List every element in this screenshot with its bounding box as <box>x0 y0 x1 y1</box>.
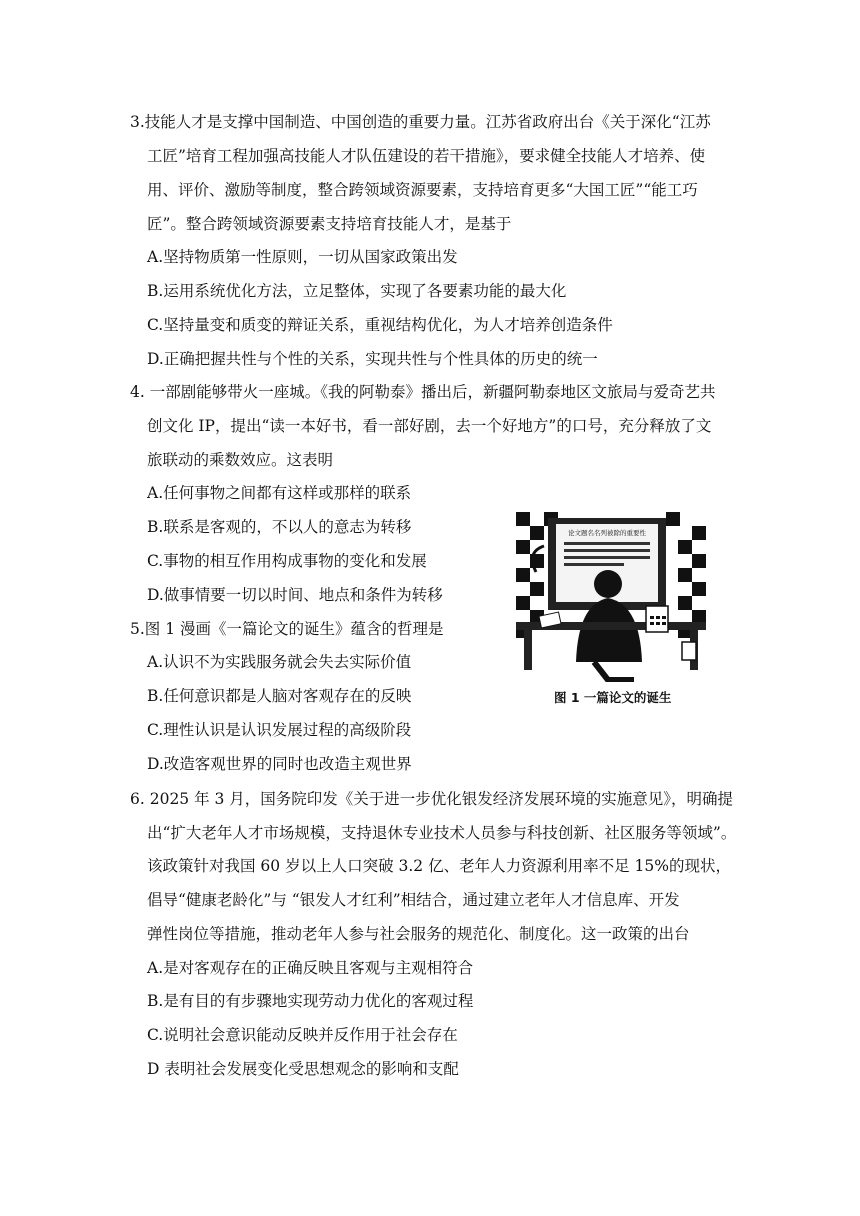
q6-option-b: B.是有目的有步骤地实现劳动力优化的客观过程 <box>147 992 474 1010</box>
q6-option-c: C.说明社会意识能动反映并反作用于社会存在 <box>147 1026 458 1044</box>
q6-option-a: A.是对客观存在的正确反映且客观与主观相符合 <box>147 959 474 977</box>
q5-stem-line-1: 5.图 1 漫画《一篇论文的诞生》蕴含的哲理是 <box>130 620 444 638</box>
q4-option-b: B.联系是客观的，不以人的意志为转移 <box>147 518 412 536</box>
q3-option-b: B.运用系统优化方法，立足整体，实现了各要素功能的最大化 <box>147 282 567 300</box>
q4-option-a: A.任何事物之间都有这样或那样的联系 <box>147 484 412 502</box>
figure-1-cartoon <box>516 512 706 712</box>
cup-icon <box>682 642 696 660</box>
cartoon-person-at-computer-icon <box>516 512 706 682</box>
q4-option-d: D.做事情要一切以时间、地点和条件为转移 <box>147 586 443 604</box>
q3-option-c: C.坚持量变和质变的辩证关系，重视结构优化，为人才培养创造条件 <box>147 316 613 334</box>
q3-stem-line-2: 工匠”培育工程加强高技能人才队伍建设的若干措施》，要求健全技能人才培养、使 <box>147 147 706 165</box>
q5-option-b: B.任何意识都是人脑对客观存在的反映 <box>147 687 412 705</box>
q3-stem-line-1: 3.技能人才是支撑中国制造、中国创造的重要力量。江苏省政府出台《关于深化“江苏 <box>130 113 711 131</box>
q3-option-d: D.正确把握共性与个性的关系，实现共性与个性具体的历史的统一 <box>147 350 598 368</box>
q6-stem-line-3: 该政策针对我国 60 岁以上人口突破 3.2 亿、老年人力资源利用率不足 15%的现状， <box>147 857 731 875</box>
q6-option-d: D 表明社会发展变化受思想观念的影响和支配 <box>147 1060 459 1078</box>
q6-stem-line-2: 出“扩大老年人才市场规模，支持退休专业技术人员参与科技创新、社区服务等领域”。 <box>147 824 737 842</box>
q5-option-d: D.改造客观世界的同时也改造主观世界 <box>147 755 412 773</box>
q6-stem-line-4: 倡导“健康老龄化”与 “银发人才红利”相结合，通过建立老年人才信息库、开发 <box>147 891 680 909</box>
q6-stem-line-5: 弹性岗位等措施，推动老年人参与社会服务的规范化、制度化。这一政策的出台 <box>147 925 690 943</box>
q4-stem-line-2: 创文化 IP，提出“读一本好书，看一部好剧，去一个好地方”的口号，充分释放了文 <box>147 417 712 435</box>
q5-option-a: A.认识不为实践服务就会失去实际价值 <box>147 653 412 671</box>
q4-stem-line-1: 4. 一部剧能够带火一座城。《我的阿勒泰》播出后，新疆阿勒泰地区文旅局与爱奇艺共 <box>130 383 716 401</box>
q4-stem-line-3: 旅联动的乘数效应。这表明 <box>147 451 334 469</box>
q4-option-c: C.事物的相互作用构成事物的变化和发展 <box>147 552 427 570</box>
q3-stem-line-3: 用、评价、激励等制度，整合跨领域资源要素，支持培育更多“大国工匠”“能工巧 <box>147 181 698 199</box>
q3-option-a: A.坚持物质第一性原则，一切从国家政策出发 <box>147 248 458 266</box>
person-head <box>594 570 622 598</box>
figure-1-caption: 图 1 一篇论文的诞生 <box>554 690 672 705</box>
q5-option-c: C.理性认识是认识发展过程的高级阶段 <box>147 721 412 739</box>
screen-title: 论文题名名列被除的重要性 <box>568 529 646 537</box>
q6-stem-line-1: 6. 2025 年 3 月，国务院印发《关于进一步优化银发经济发展环境的实施意见》，明确提 <box>130 790 734 808</box>
q3-stem-line-4: 匠”。整合跨领域资源要素支持培育技能人才，是基于 <box>147 215 512 233</box>
